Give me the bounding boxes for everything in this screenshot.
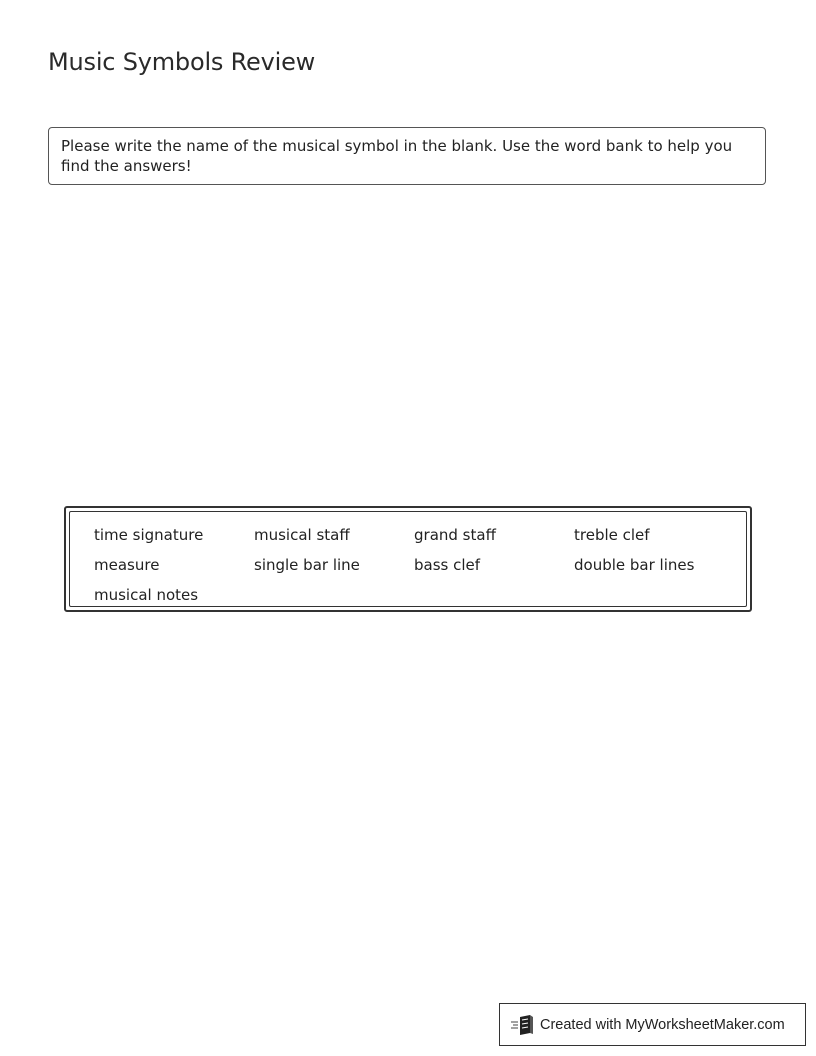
word-bank (64, 506, 752, 612)
word-bank-item: treble clef (574, 526, 650, 544)
word-bank-item: single bar line (254, 556, 360, 574)
word-bank-item: bass clef (414, 556, 481, 574)
instructions-box (48, 127, 766, 185)
footer-credit-badge[interactable] (499, 1003, 806, 1046)
word-bank-item: measure (94, 556, 160, 574)
instructions-text: Please write the name of the musical symbol in the blank. Use the word bank to help you find the answers! (61, 137, 733, 175)
word-bank-inner-border (69, 511, 747, 607)
word-bank-item: grand staff (414, 526, 496, 544)
word-bank-item: musical staff (254, 526, 350, 544)
word-bank-item: double bar lines (574, 556, 695, 574)
worksheet-maker-logo-icon (510, 1014, 536, 1036)
word-bank-item: musical notes (94, 586, 199, 604)
page-title: Music Symbols Review (48, 48, 316, 76)
word-bank-item: time signature (94, 526, 204, 544)
footer-credit-text: Created with MyWorksheetMaker.com (540, 1016, 785, 1033)
word-bank-grid (94, 520, 734, 610)
